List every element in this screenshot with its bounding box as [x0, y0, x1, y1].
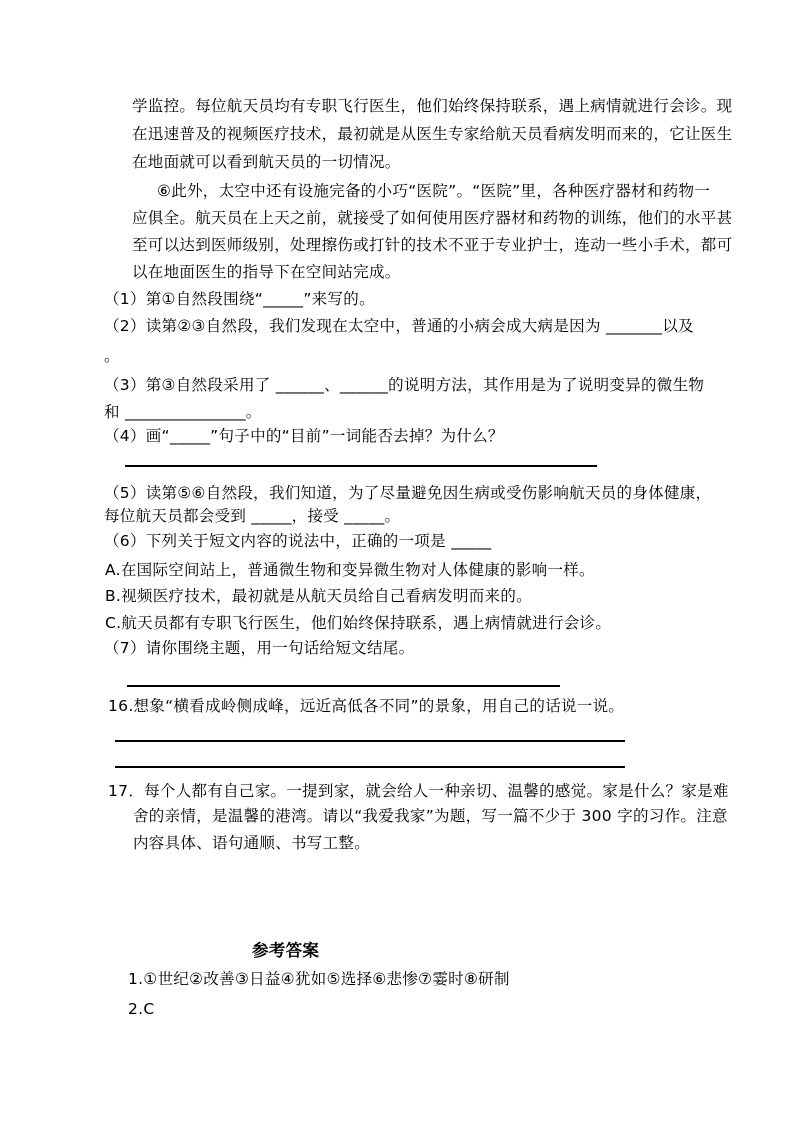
question-3-line: （3）第③自然段采用了 ______、______的说明方法，其作用是为了说明变异的微生物 — [104, 376, 705, 394]
answer-blank-line-1 — [125, 465, 597, 467]
question-5-line: （5）读第⑤⑥自然段，我们知道，为了尽量避免因生病或受伤影响航天员的身体健康， — [104, 484, 712, 502]
question-17-line-1: 17．每个人都有自己家。一提到家，就会给人一种亲切、温馨的感觉。家是什么？家是难 — [108, 782, 729, 800]
question-7-line: （7）请你围绕主题，用一句话给短文结尾。 — [104, 639, 415, 657]
question-17-line-2: 舍的亲情，是温馨的港湾。请以“我爱我家”为题，写一篇不少于 300 字的习作。注意 — [133, 807, 728, 825]
answer-blank-line-4 — [115, 766, 625, 768]
question-6-line: （6）下列关于短文内容的说法中，正确的一项是 _____ — [104, 532, 492, 550]
question-3-line-2: 和 _______________。 — [104, 403, 262, 421]
question-2-line: （2）读第②③自然段，我们发现在太空中，普通的小病会成大病是因为 _______以及 — [104, 317, 694, 335]
question-4-line: （4）画“_____”句子中的“目前”一词能否去掉？为什么？ — [104, 427, 504, 445]
passage-line-paragraph-6: ⑥此外，太空中还有设施完备的小巧“医院”。“医院”里，各种医疗器材和药物一 — [157, 182, 711, 200]
answer-blank-line-2 — [127, 685, 560, 687]
passage-line: 以在地面医生的指导下在空间站完成。 — [132, 263, 401, 281]
answer-key-item-1: 1.①世纪②改善③日益④犹如⑤选择⑥悲惨⑦霎时⑧研制 — [128, 970, 510, 988]
question-2-line-2: 。 — [104, 347, 120, 365]
answer-key-heading: 参考答案 — [252, 941, 320, 960]
passage-line: 学监控。每位航天员均有专职飞行医生，他们始终保持联系，遇上病情就进行会诊。现 — [132, 97, 733, 115]
question-17-line-3: 内容具体、语句通顺、书写工整。 — [133, 834, 371, 852]
passage-line: 至可以达到医师级别，处理擦伤或打针的技术不亚于专业护士，连动一些小手术，都可 — [132, 236, 733, 254]
answer-blank-line-3 — [115, 740, 625, 742]
question-1-line: （1）第①自然段围绕“_____”来写的。 — [104, 290, 375, 308]
passage-line: 在迅速普及的视频医疗技术，最初就是从医生专家给航天员看病发明而来的，它让医生 — [132, 125, 733, 143]
question-5-line-2: 每位航天员都会受到 _____，接受 _____。 — [104, 507, 401, 525]
passage-line: 在地面就可以看到航天员的一切情况。 — [132, 153, 401, 171]
question-16-line: 16.想象“横看成岭侧成峰，远近高低各不同”的景象，用自己的话说一说。 — [108, 697, 625, 715]
option-a-line: A.在国际空间站上，普通微生物和变异微生物对人体健康的影响一样。 — [105, 561, 595, 579]
answer-key-item-2: 2.C — [128, 1000, 155, 1018]
passage-line: 应俱全。航天员在上天之前，就接受了如何使用医疗器材和药物的训练，他们的水平甚 — [132, 209, 733, 227]
option-b-line: B.视频医疗技术，最初就是从航天员给自己看病发明而来的。 — [105, 587, 532, 605]
option-c-line: C.航天员都有专职飞行医生，他们始终保持联系，遇上病情就进行会诊。 — [105, 614, 612, 632]
